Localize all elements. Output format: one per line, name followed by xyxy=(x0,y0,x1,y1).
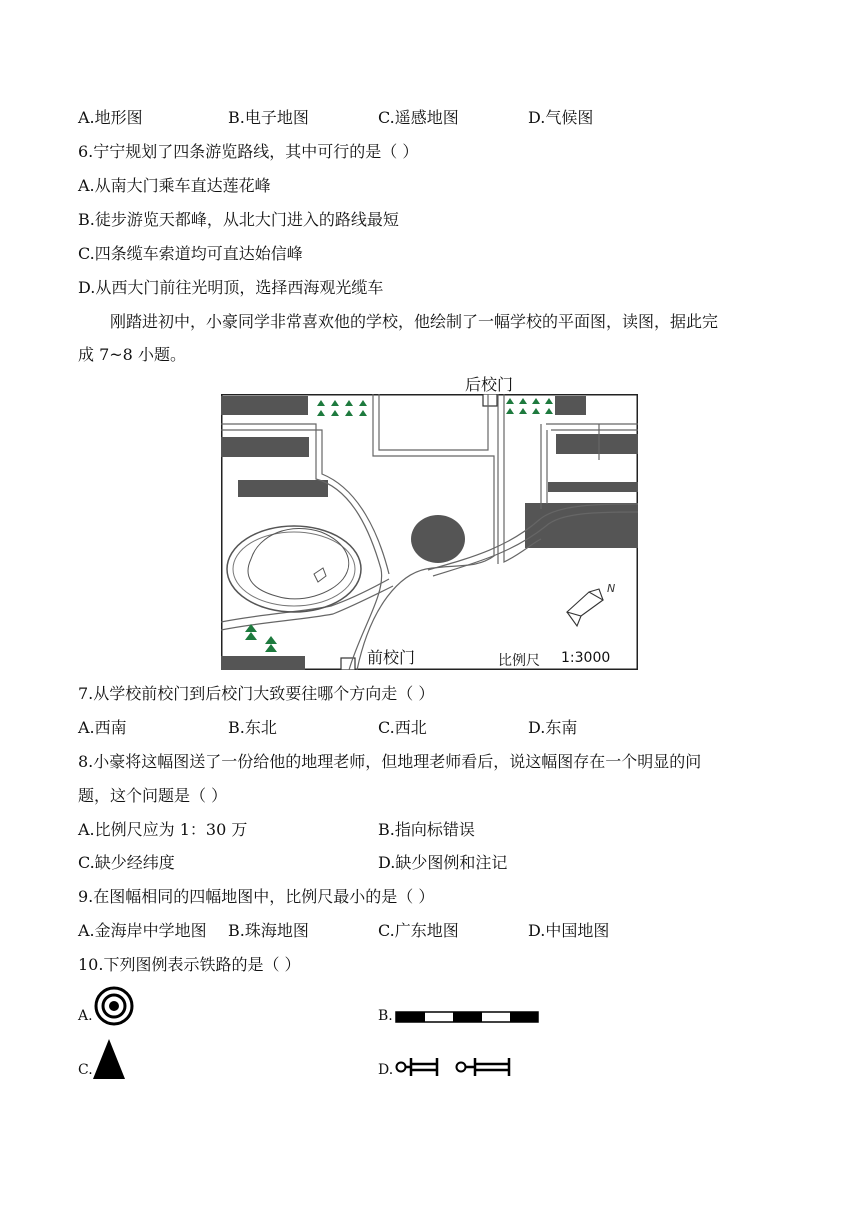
q9-option-b: B.珠海地图 xyxy=(228,921,309,940)
q6-option-c: C.四条缆车索道均可直达始信峰 xyxy=(78,244,303,263)
q5-option-a: A.地形图 xyxy=(78,108,143,127)
round-building xyxy=(411,515,465,563)
intro-line-2: 成 7~8 小题。 xyxy=(78,345,186,364)
q10-option-b: B. xyxy=(378,1008,393,1024)
q6-option-d: D.从西大门前往光明顶，选择西海观光缆车 xyxy=(78,278,384,297)
q6-stem: 6.宁宁规划了四条游览路线，其中可行的是（ ） xyxy=(78,142,419,161)
q8-option-d: D.缺少图例和注记 xyxy=(378,853,508,872)
q10-stem: 10.下列图例表示铁路的是（ ） xyxy=(78,955,301,974)
q7-stem: 7.从学校前校门到后校门大致要往哪个方向走（ ） xyxy=(78,684,435,703)
q8-option-a: A.比例尺应为 1：30 万 xyxy=(78,820,248,839)
building xyxy=(548,482,638,492)
q5-option-b: B.电子地图 xyxy=(228,108,309,127)
q8-stem-line-1: 8.小豪将这幅图送了一份给他的地理老师，但地理老师看后，说这幅图存在一个明显的问 xyxy=(78,752,702,771)
map-scale-value: 1:3000 xyxy=(561,650,611,666)
building xyxy=(238,480,328,497)
q7-option-c: C.西北 xyxy=(378,718,427,737)
q9-option-a: A.金海岸中学地图 xyxy=(78,921,207,940)
q7-option-b: B.东北 xyxy=(228,718,277,737)
map-front-gate-label: 前校门 xyxy=(367,648,416,667)
q7-option-d: D.东南 xyxy=(528,718,578,737)
concentric-circle-icon xyxy=(93,985,135,1027)
building xyxy=(556,434,638,454)
q10-option-c: C. xyxy=(78,1062,93,1078)
railway-symbol-icon xyxy=(395,1011,539,1023)
school-map xyxy=(221,394,638,670)
map-back-gate-label: 后校门 xyxy=(465,375,514,394)
q9-option-c: C.广东地图 xyxy=(378,921,459,940)
q10-option-d: D. xyxy=(378,1062,394,1078)
q8-stem-line-2: 题，这个问题是（ ） xyxy=(78,786,228,805)
q5-option-d: D.气候图 xyxy=(528,108,594,127)
q10-option-a: A. xyxy=(78,1008,93,1024)
building xyxy=(221,396,308,415)
intro-line-1: 刚踏进初中，小豪同学非常喜欢他的学校，他绘制了一幅学校的平面图，读图，据此完 xyxy=(110,312,719,331)
dam-symbol-icon xyxy=(395,1056,513,1078)
building xyxy=(525,503,638,548)
q8-option-b: B.指向标错误 xyxy=(378,820,475,839)
building xyxy=(221,437,309,457)
north-letter: N xyxy=(607,582,616,595)
back-gate-marker xyxy=(483,394,497,406)
peak-triangle-icon xyxy=(92,1038,126,1080)
q9-stem: 9.在图幅相同的四幅地图中，比例尺最小的是（ ） xyxy=(78,887,435,906)
map-scale-label: 比例尺 xyxy=(498,653,540,669)
q8-option-c: C.缺少经纬度 xyxy=(78,853,175,872)
q9-option-d: D.中国地图 xyxy=(528,921,610,940)
q6-option-b: B.徒步游览天都峰，从北大门进入的路线最短 xyxy=(78,210,399,229)
building xyxy=(221,656,305,670)
q6-option-a: A.从南大门乘车直达莲花峰 xyxy=(78,176,271,195)
q5-option-c: C.遥感地图 xyxy=(378,108,459,127)
building xyxy=(555,396,586,415)
q7-option-a: A.西南 xyxy=(78,718,127,737)
